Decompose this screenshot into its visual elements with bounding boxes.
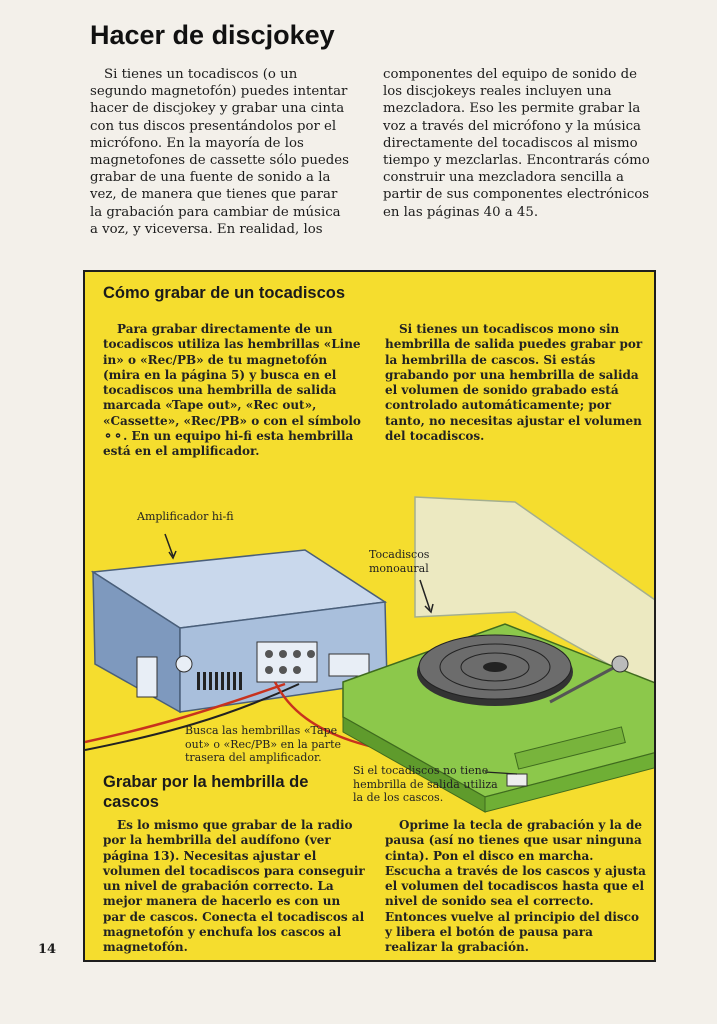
label-jacks: Busca las hembrillas «Tape out» o «Rec/PB» en la parte trasera del amplificador. (185, 724, 342, 764)
panel-title: Cómo grabar de un tocadiscos (103, 284, 346, 302)
panel-paragraph-1: Para grabar directamente de un tocadiscos utiliza las hembrillas «Line in» o «Rec/PB» de tu magnetofón (mira en la página 5) y busca en el tocadiscos una hembrilla de salida marcada «Tape out», «Rec out», «Cassette», «Rec/PB» o con el símbolo ⚬⚬. En un equipo hi-fi esta hembrilla está en el amplificador. (103, 322, 361, 459)
intro-paragraph-right: componentes del equipo de sonido de los discjokeys reales incluyen una mezcladora. Eso les permite grabar la voz a través del micrófono y la música directamente del tocadiscos al mismo tiempo y mezclarlas. Encontrarás cómo construir una mezcladora sencilla a partir de sus componentes electrónicos en las páginas 40 a 45. (383, 67, 650, 220)
yellow-info-panel (83, 270, 656, 962)
label-mono-output: Si el tocadiscos no tiene hembrilla de salida utiliza la de los cascos. (353, 764, 498, 804)
panel-paragraph-2: Si tienes un tocadiscos mono sin hembrilla de salida puedes grabar por la hembrilla de cascos. Si estás grabando por una hembrilla de salida el volumen de sonido grabado está controlado automáticamente; por tanto, no necesitas ajustar el volumen del tocadiscos. (385, 322, 643, 444)
label-turntable: Tocadiscos monoaural (369, 548, 430, 575)
intro-paragraph-left: Si tienes un tocadiscos (o un segundo magnetofón) puedes intentar hacer de discjokey y grabar una cinta con tus discos presentándolos por el micrófono. En la mayoría de los magnetofones de cassette sólo puedes grabar de una fuente de sonido a la vez, de manera que tienes que parar la grabación para cambiar de música a voz, y viceversa. En realidad, los (90, 67, 349, 237)
page-title: Hacer de discjokey (90, 20, 335, 50)
panel-paragraph-3: Es lo mismo que grabar de la radio por la hembrilla del audífono (ver página 13). Necesitas ajustar el volumen del tocadiscos para conseguir un nivel de grabación correcto. La mejor manera de hacerlo es con un par de cascos. Conecta el tocadiscos al magnetofón y enchufa los cascos al magnetofón. (103, 818, 365, 955)
page-number: 14 (38, 942, 57, 957)
label-amplifier: Amplificador hi-fi (137, 510, 234, 523)
panel-paragraph-4: Oprime la tecla de grabación y la de pausa (así no tienes que usar ninguna cinta). Pon el disco en marcha. Escucha a través de los cascos y ajusta el volumen del tocadiscos hasta que el nivel de sonido sea el correcto. Entonces vuelve al principio del disco y libera el botón de pausa para realizar la grabación. (385, 818, 646, 955)
section-subtitle: Grabar por la hembrilla de cascos (103, 773, 309, 811)
